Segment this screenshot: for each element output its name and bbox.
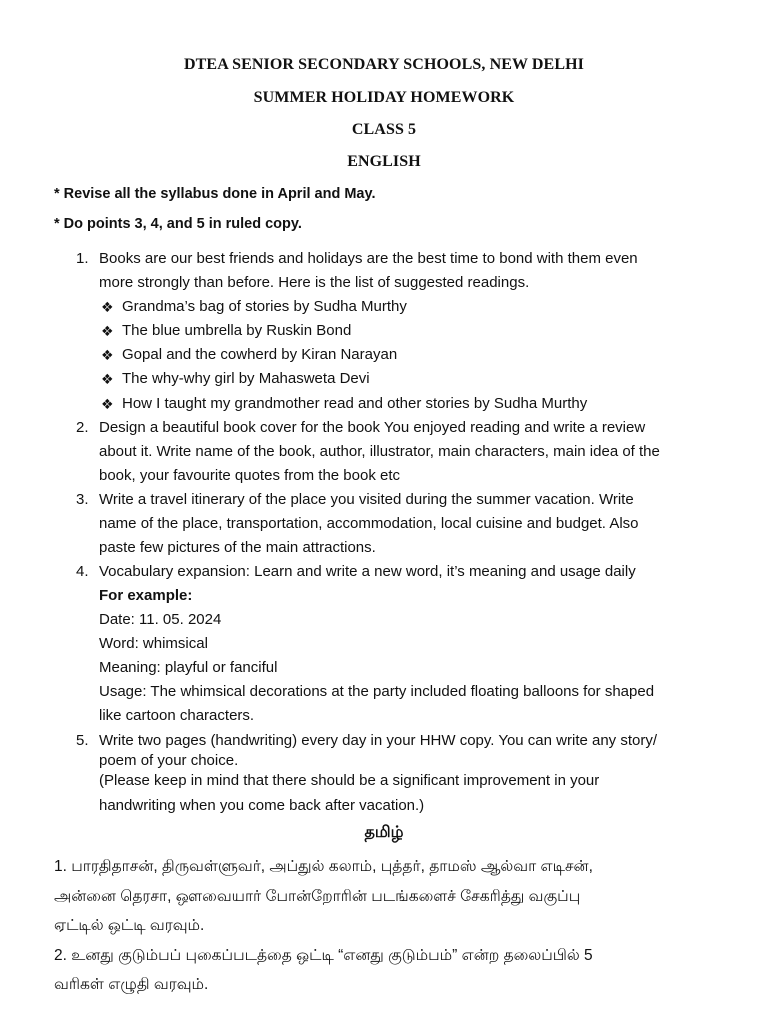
reading-item: The blue umbrella by Ruskin Bond (122, 322, 352, 339)
reading-item: Gopal and the cowherd by Kiran Narayan (122, 346, 398, 363)
diamond-bullet-icon: ❖ (101, 347, 114, 363)
item3-line: Write a travel itinerary of the place you visited during the summer vacation. Write (99, 491, 634, 508)
example-meaning: Meaning: playful or fanciful (99, 659, 278, 676)
item1-line: Books are our best friends and holidays are the best time to bond with them even (99, 250, 638, 267)
item-number: 1. (76, 250, 89, 267)
diamond-bullet-icon: ❖ (101, 371, 114, 387)
subject-tamil: தமிழ் (364, 824, 404, 841)
example-usage: like cartoon characters. (99, 707, 255, 724)
item3-line: name of the place, transportation, accommodation, local cuisine and budget. Also (99, 515, 639, 532)
item2-line: book, your favourite quotes from the book etc (99, 467, 401, 484)
item-number: 5. (76, 732, 89, 749)
item3-line: paste few pictures of the main attractions. (99, 539, 376, 556)
item5-line: poem of your choice. (99, 752, 239, 769)
reading-item: How I taught my grandmother read and other stories by Sudha Murthy (122, 395, 588, 412)
item1-line: more strongly than before. Here is the list of suggested readings. (99, 274, 530, 291)
tamil-line: ஏட்டில் ஒட்டி வரவும். (54, 917, 205, 934)
item5-line: Write two pages (handwriting) every day in your HHW copy. You can write any story/ (99, 732, 658, 749)
item4-line: Vocabulary expansion: Learn and write a new word, it’s meaning and usage daily (99, 563, 636, 580)
reading-item: The why-why girl by Mahasweta Devi (122, 370, 370, 387)
tamil-line: 2. உனது குடும்பப் புகைப்படத்தை ஒட்டி “எனது குடும்பம்” என்ற தலைப்பில் 5 (54, 947, 593, 964)
subject-english: ENGLISH (347, 153, 421, 170)
example-usage: Usage: The whimsical decorations at the party included floating balloons for shaped (99, 683, 655, 700)
example-date: Date: 11. 05. 2024 (99, 611, 222, 628)
item-number: 4. (76, 563, 89, 580)
school-name: DTEA SENIOR SECONDARY SCHOOLS, NEW DELHI (184, 56, 584, 73)
diamond-bullet-icon: ❖ (101, 299, 114, 315)
diamond-bullet-icon: ❖ (101, 396, 114, 412)
item2-line: Design a beautiful book cover for the book You enjoyed reading and write a review (99, 419, 646, 436)
item5-line: (Please keep in mind that there should be a significant improvement in your (99, 772, 600, 789)
item-number: 3. (76, 491, 89, 508)
item5-line: handwriting when you come back after vacation.) (99, 797, 425, 814)
document-title: SUMMER HOLIDAY HOMEWORK (253, 89, 515, 106)
example-label: For example: (99, 587, 193, 604)
item-number: 2. (76, 419, 89, 436)
diamond-bullet-icon: ❖ (101, 323, 114, 339)
reading-item: Grandma’s bag of stories by Sudha Murthy (122, 298, 407, 315)
class-label: CLASS 5 (351, 121, 417, 138)
tamil-line: அன்னை தெரசா, ஔவையார் போன்றோரின் படங்களைச் சேகரித்து வகுப்பு (54, 888, 581, 905)
note-revise: * Revise all the syllabus done in April and May. (54, 186, 376, 202)
tamil-line: வரிகள் எழுதி வரவும். (54, 976, 209, 993)
tamil-line: 1. பாரதிதாசன், திருவள்ளுவர், அப்துல் கலாம், புத்தர், தாமஸ் ஆல்வா எடிசன், (54, 858, 593, 875)
item2-line: about it. Write name of the book, author, illustrator, main characters, main idea of the (99, 443, 660, 460)
example-word: Word: whimsical (99, 635, 208, 652)
note-ruled-copy: * Do points 3, 4, and 5 in ruled copy. (54, 216, 302, 232)
